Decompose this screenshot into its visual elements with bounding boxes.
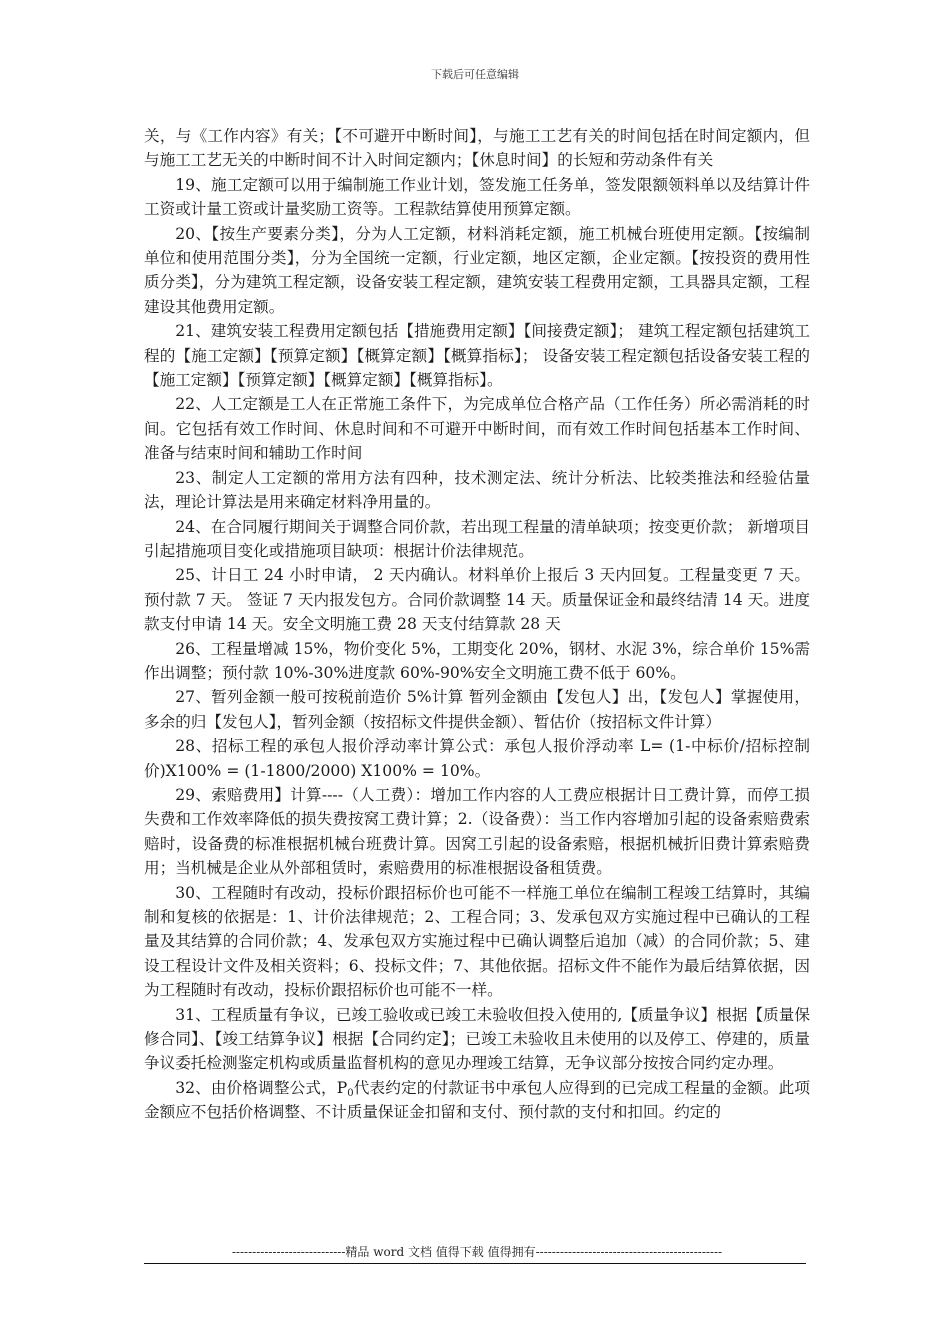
page-footer: ----------------------------精品 word 文档 值得下载 值得拥有---------------------------------------------- — [231, 1245, 723, 1259]
paragraph-25: 25、计日工 24 小时申请， 2 天内确认。材料单价上报后 3 天内回复。工程量变更 7 天。预付款 7 天。 签证 7 天内报发包方。合同价款调整 14 天。质量保证金和最终结清 14 天。进度款支付申请 14 天。安全文明施工费 28 天支付结算款 28 天 — [144, 566, 810, 634]
document-body — [144, 124, 810, 1125]
paragraph-29: 29、索赔费用】计算----（人工费）：增加工作内容的人工费应根据计日工费计算，而停工损失费和工作效率降低的损失费按窝工费计算；2.（设备费）：当工作内容增加引起的设备索赔费索赔时，设备费的标准根据机械台班费计算。因窝工引起的设备索赔，根据机械折旧费计算索赔费用；当机械是企业从外部租赁时，索赔费用的标准根据设备租赁费。 — [144, 785, 810, 878]
paragraph-27: 27、暂列金额一般可按税前造价 5%计算 暂列金额由【发包人】出，【发包人】掌握使用，多余的归【发包人】，暂列金额（按招标文件提供金额）、暂估价（按招标文件计算） — [144, 688, 810, 731]
paragraph-20: 20、【按生产要素分类】，分为人工定额，材料消耗定额，施工机械台班使用定额。【按编制单位和使用范围分类】，分为全国统一定额，行业定额，地区定额，企业定额。【按投资的费用性质分类】，分为建筑工程定额，设备安装工程定额，建筑安装工程费用定额，工具器具定额，工程建设其他费用定额。 — [144, 224, 810, 316]
paragraph-18-continued: 关，与《工作内容》有关；【不可避开中断时间】，与施工工艺有关的时间包括在时间定额内，但与施工工艺无关的中断时间不计入时间定额内；【休息时间】的长短和劳动条件有关 — [144, 127, 810, 170]
paragraph-32-start: 32、由价格调整公式，P — [175, 1078, 348, 1097]
paragraph-32 — [144, 1076, 810, 1125]
paragraph-23: 23、制定人工定额的常用方法有四种，技术测定法、统计分析法、比较类推法和经验估量法，理论计算法是用来确定材料净用量的。 — [144, 468, 810, 512]
paragraph-22: 22、人工定额是工人在正常施工条件下，为完成单位合格产品（工作任务）所必需消耗的时间。它包括有效工作时间、休息时间和不可避开中断时间，而有效工作时间包括基本工作时间、准备与结束时间和辅助工作时间 — [144, 395, 810, 463]
paragraph-26: 26、工程量增减 15%，物价变化 5%，工期变化 20%，钢材、水泥 3%，综合单价 15%需作出调整；预付款 10%-30%进度款 60%-90%安全文明施工费不低于 60%。 — [144, 639, 810, 682]
paragraph-21: 21、建筑安装工程费用定额包括【措施费用定额】【间接费定额】； 建筑工程定额包括建筑工程的【施工定额】【预算定额】【概算定额】【概算指标】； 设备安装工程定额包括设备安装工程的【施工定额】【预算定额】【概算定额】【概算指标】。 — [144, 322, 810, 390]
paragraph-19: 19、施工定额可以用于编制施工作业计划，签发施工任务单，签发限额领料单以及结算计件工资或计量工资或计量奖励工资等。工程款结算使用预算定额。 — [144, 175, 810, 219]
paragraph-24: 24、在合同履行期间关于调整合同价款，若出现工程量的清单缺项；按变更价款； 新增项目引起措施项目变化或措施项目缺项：根据计价法律规范。 — [144, 517, 810, 560]
paragraph-30: 30、工程随时有改动，投标价跟招标价也可能不一样施工单位在编制工程竣工结算时，其编制和复核的依据是：1、计价法律规范；2、工程合同；3、发承包双方实施过程中已确认的工程量及其结算的合同价款；4、发承包双方实施过程中已确认调整后追加（减）的合同价款；5、建设工程设计文件及相关资料；6、投标文件；7、其他依据。招标文件不能作为最后结算依据，因为工程随时有改动，投标价跟招标价也可能不一样。 — [144, 883, 810, 1000]
subscript-zero: 0 — [347, 1087, 354, 1099]
paragraph-28: 28、招标工程的承包人报价浮动率计算公式：承包人报价浮动率 L= (1-中标价/招标控制价)X100% = (1-1800/2000) X100% = 10%。 — [144, 737, 810, 780]
paragraph-32-rest: 代表约定的付款证书中承包人应得到的已完成工程量的金额。此项金额应不包括价格调整、不计质量保证金扣留和支付、预付款的支付和扣回。约定的 — [144, 1078, 810, 1122]
footer-rule — [144, 1263, 806, 1264]
page-header: 下载后可任意编辑 — [431, 68, 519, 81]
paragraph-31: 31、工程质量有争议，已竣工验收或已竣工未验收但投入使用的,【质量争议】根据【质量保修合同】、【竣工结算争议】根据【合同约定】；已竣工未验收且未使用的以及停工、停建的，质量争议委托检测鉴定机构或质量监督机构的意见办理竣工结算，无争议部分按按合同约定办理。 — [144, 1005, 810, 1073]
